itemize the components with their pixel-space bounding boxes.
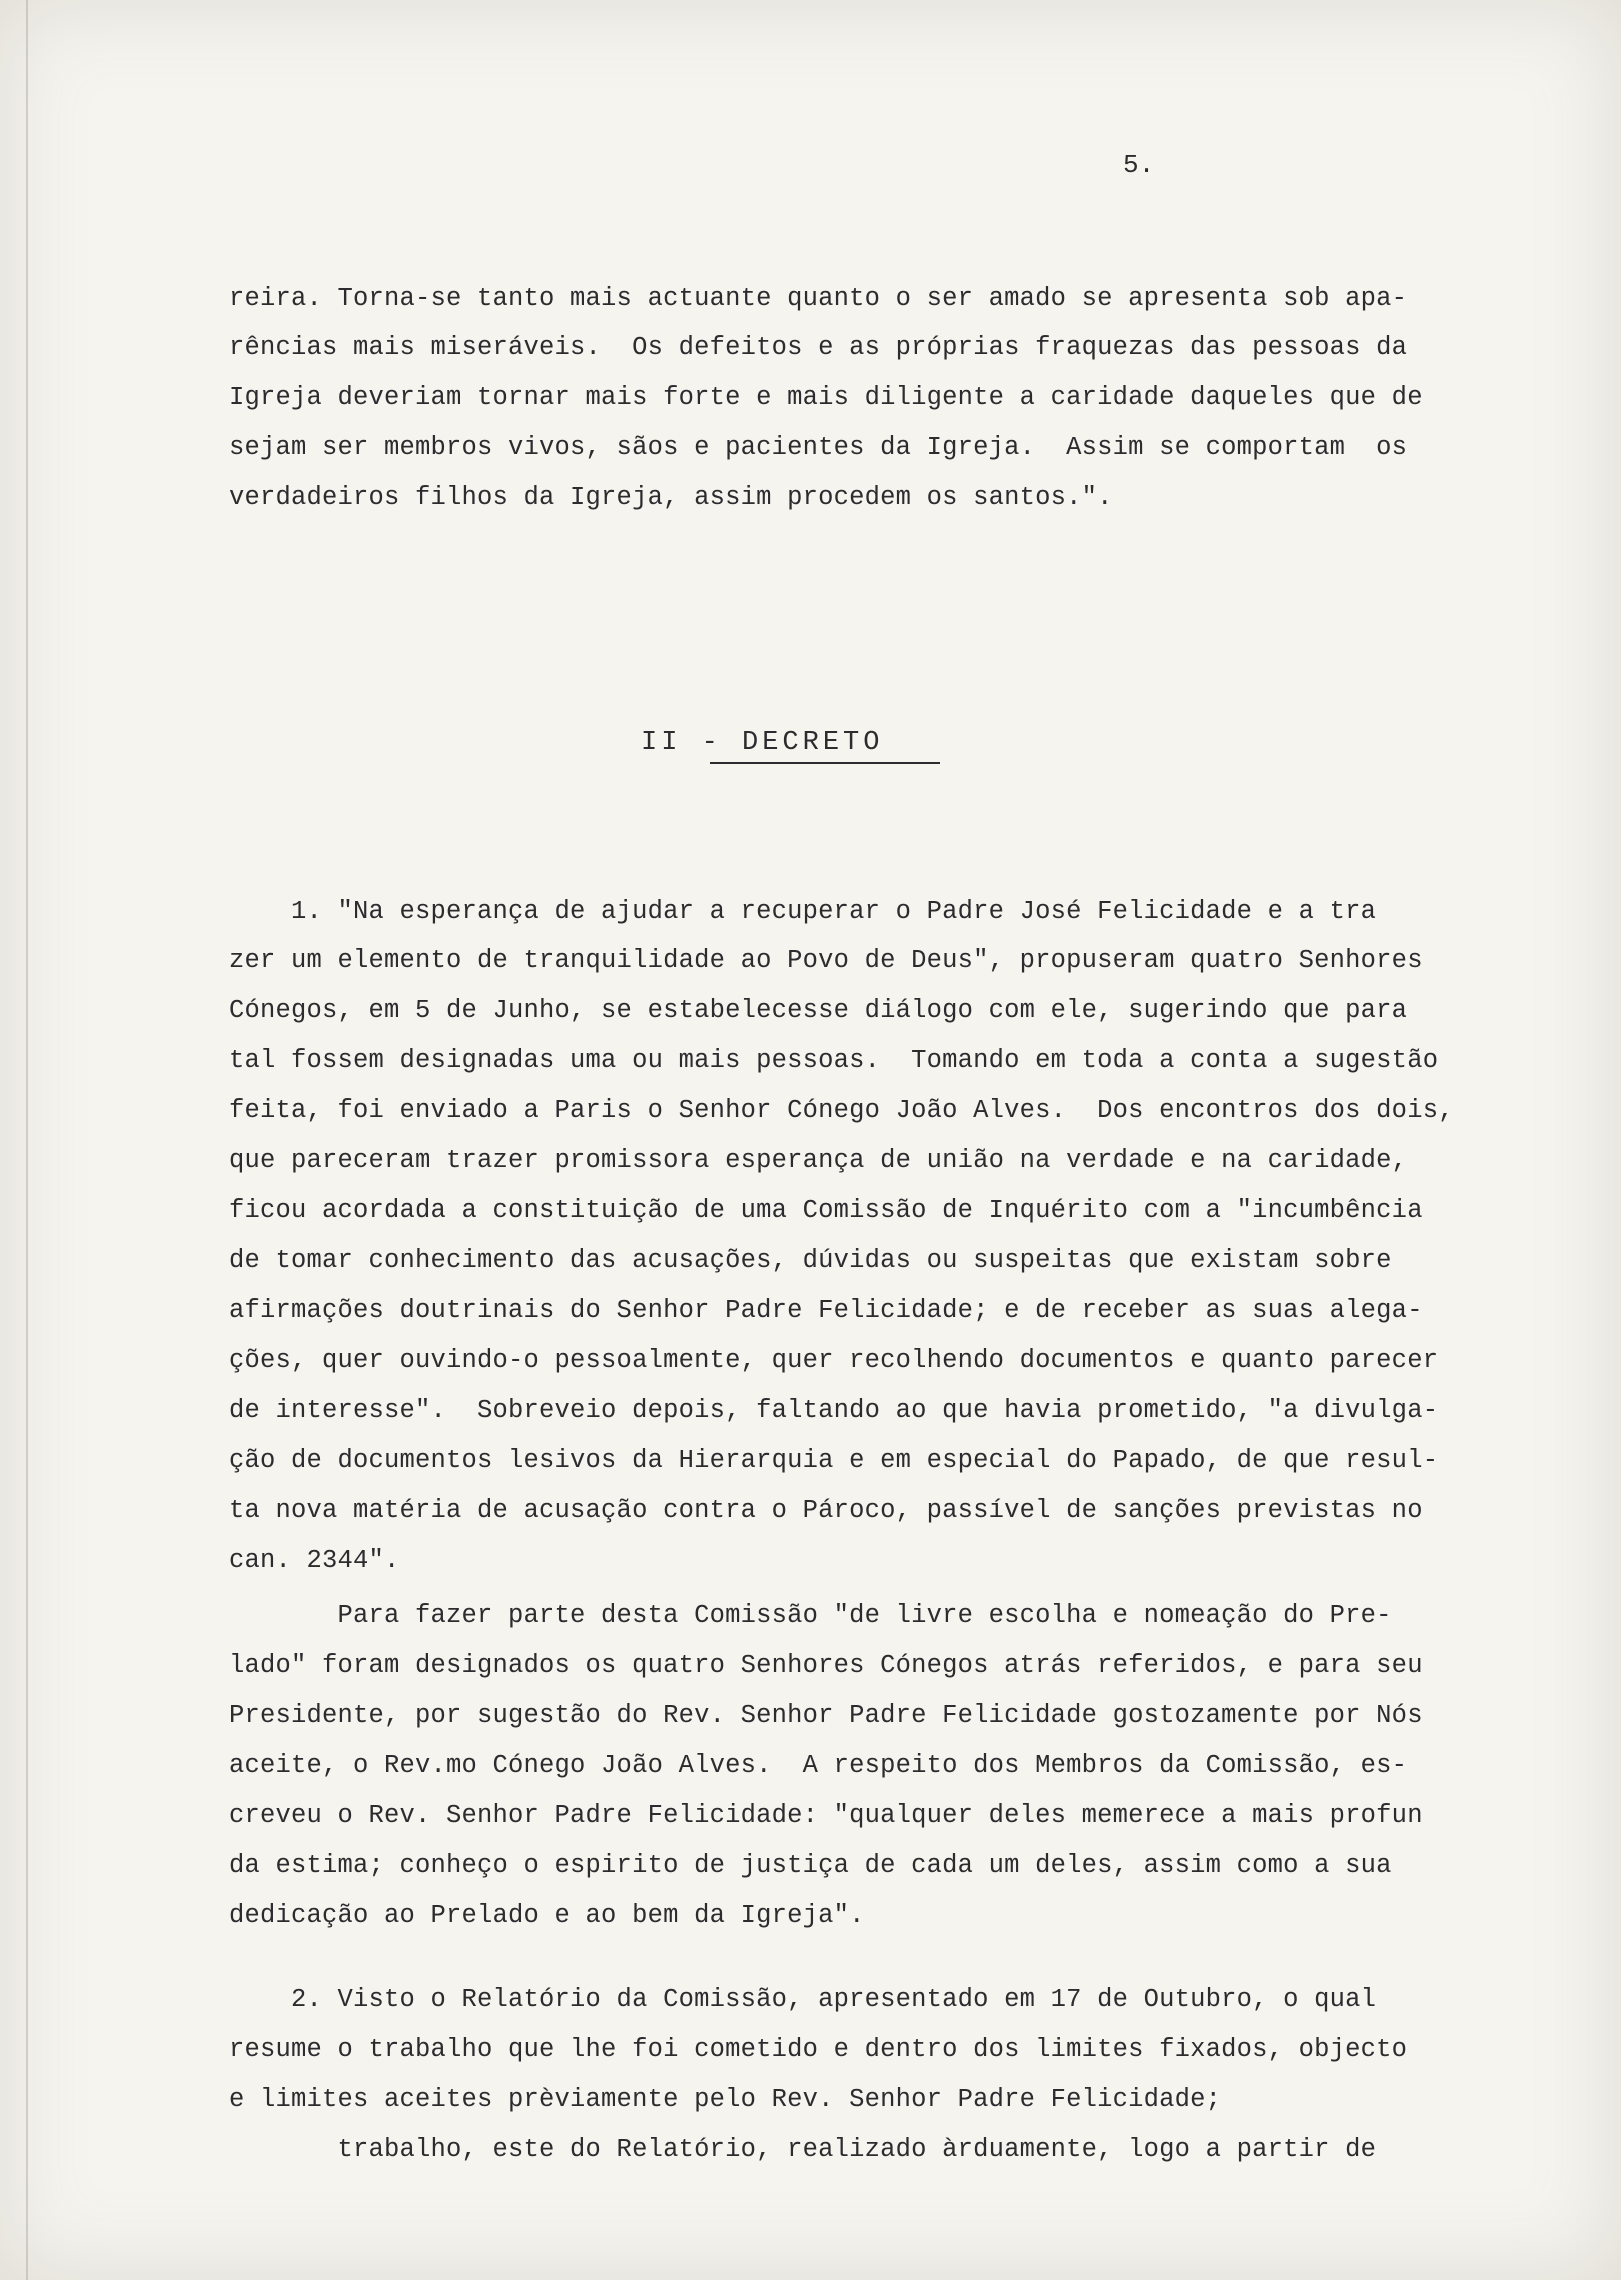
text-line: feita, foi enviado a Paris o Senhor Cónego João Alves. Dos encontros dos dois,: [229, 1096, 1454, 1125]
text-line: ta nova matéria de acusação contra o Pároco, passível de sanções previstas no: [229, 1496, 1423, 1525]
text-line: ção de documentos lesivos da Hierarquia e em especial do Papado, de que resul-: [229, 1446, 1439, 1475]
text-line: sejam ser membros vivos, sãos e pacientes da Igreja. Assim se comportam os: [229, 433, 1408, 462]
text-line: e limites aceites prèviamente pelo Rev. Senhor Padre Felicidade;: [229, 2085, 1222, 2114]
text-line: aceite, o Rev.mo Cónego João Alves. A respeito dos Membros da Comissão, es-: [229, 1751, 1408, 1780]
text-line: ficou acordada a constituição de uma Comissão de Inquérito com a "incumbência: [229, 1196, 1423, 1225]
text-line: can. 2344".: [229, 1546, 400, 1575]
text-line: de interesse". Sobreveio depois, faltando ao que havia prometido, "a divulga-: [229, 1396, 1439, 1425]
text-line: verdadeiros filhos da Igreja, assim procedem os santos.".: [229, 483, 1113, 512]
text-line: tal fossem designadas uma ou mais pessoas. Tomando em toda a conta a sugestão: [229, 1046, 1439, 1075]
text-line: que pareceram trazer promissora esperança de união na verdade e na caridade,: [229, 1146, 1408, 1175]
text-line: 1. "Na esperança de ajudar a recuperar o Padre José Felicidade e a tra: [229, 897, 1377, 926]
page-number: 5.: [1123, 150, 1155, 180]
text-line: afirmações doutrinais do Senhor Padre Felicidade; e de receber as suas alega-: [229, 1296, 1423, 1325]
section-heading: II - DECRETO: [641, 728, 884, 758]
text-line: lado" foram designados os quatro Senhores Cónegos atrás referidos, e para seu: [229, 1651, 1423, 1680]
page-edge: [26, 0, 28, 2280]
heading-underline: [710, 762, 940, 764]
text-line: Presidente, por sugestão do Rev. Senhor Padre Felicidade gostozamente por Nós: [229, 1701, 1423, 1730]
text-line: 2. Visto o Relatório da Comissão, apresentado em 17 de Outubro, o qual: [229, 1985, 1377, 2014]
text-line: rências mais miseráveis. Os defeitos e as próprias fraquezas das pessoas da: [229, 333, 1408, 362]
text-line: Para fazer parte desta Comissão "de livre escolha e nomeação do Pre-: [229, 1601, 1392, 1630]
text-line: trabalho, este do Relatório, realizado àrduamente, logo a partir de: [229, 2135, 1377, 2164]
text-line: reira. Torna-se tanto mais actuante quanto o ser amado se apresenta sob apa-: [229, 284, 1408, 313]
text-line: ções, quer ouvindo-o pessoalmente, quer recolhendo documentos e quanto parecer: [229, 1346, 1439, 1375]
text-line: Igreja deveriam tornar mais forte e mais diligente a caridade daqueles que de: [229, 383, 1423, 412]
text-line: dedicação ao Prelado e ao bem da Igreja".: [229, 1901, 865, 1930]
text-line: creveu o Rev. Senhor Padre Felicidade: "qualquer deles memerece a mais profun: [229, 1801, 1423, 1830]
text-line: Cónegos, em 5 de Junho, se estabelecesse diálogo com ele, sugerindo que para: [229, 996, 1408, 1025]
text-line: resume o trabalho que lhe foi cometido e dentro dos limites fixados, objecto: [229, 2035, 1408, 2064]
text-line: de tomar conhecimento das acusações, dúvidas ou suspeitas que existam sobre: [229, 1246, 1392, 1275]
text-line: da estima; conheço o espirito de justiça de cada um deles, assim como a sua: [229, 1851, 1392, 1880]
text-line: zer um elemento de tranquilidade ao Povo de Deus", propuseram quatro Senhores: [229, 946, 1423, 975]
